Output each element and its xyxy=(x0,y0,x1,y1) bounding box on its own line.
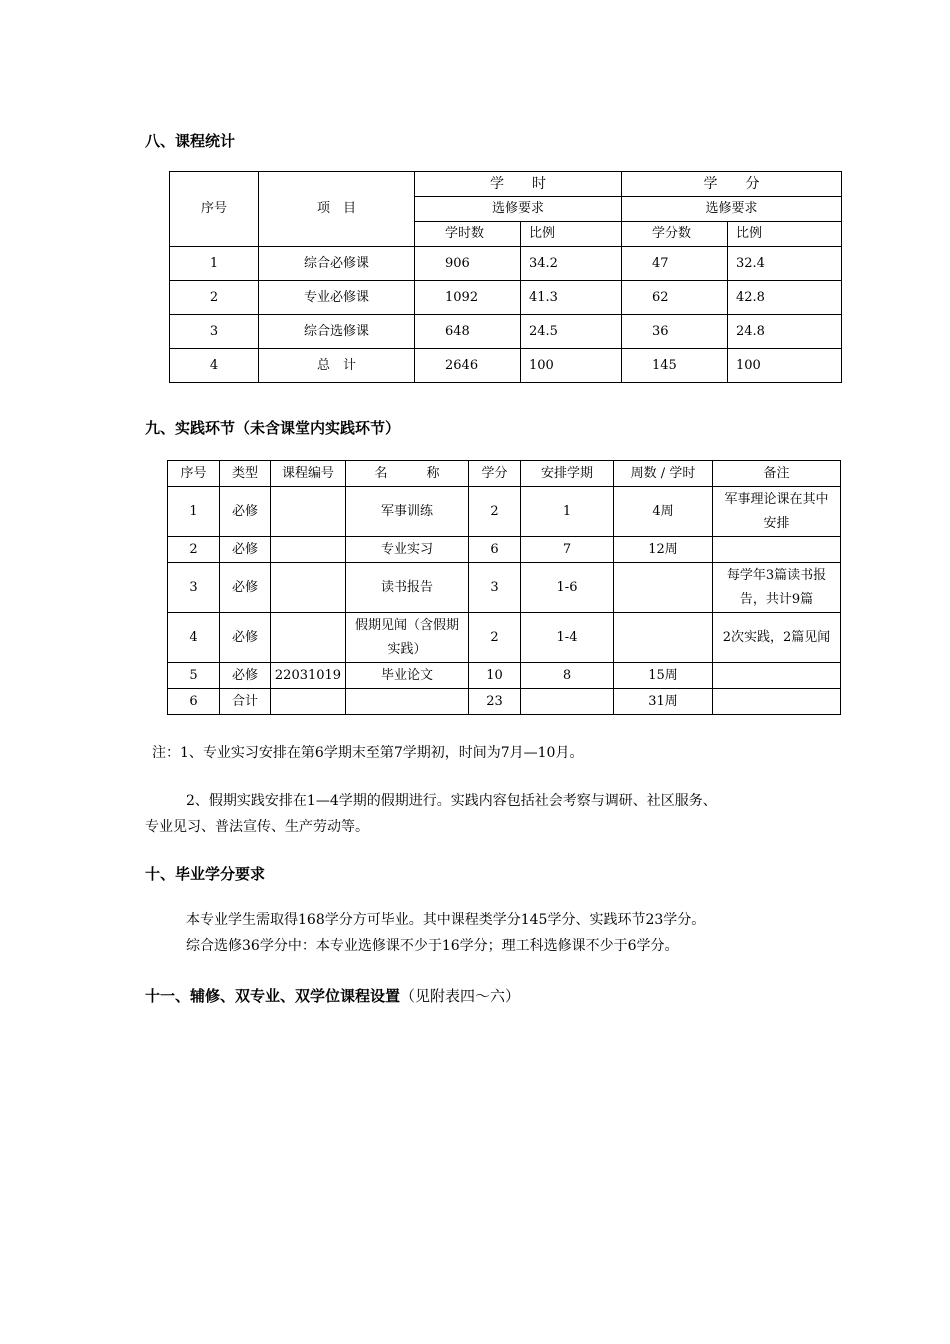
header-seq: 序号 xyxy=(170,172,259,247)
cell-weeks: 15周 xyxy=(614,663,713,689)
practice-note-1: 注：1、专业实习安排在第6学期末至第7学期初，时间为7月—10月。 xyxy=(152,745,584,761)
cell-weeks: 4周 xyxy=(614,487,713,537)
cell-item: 综合必修课 xyxy=(259,247,415,281)
cell-term: 1 xyxy=(521,487,614,537)
table-row xyxy=(170,247,842,281)
cell-seq: 4 xyxy=(168,613,220,663)
header-hours: 学 时 xyxy=(415,172,622,197)
cell-seq: 3 xyxy=(168,563,220,613)
cell-hours-ratio: 24.5 xyxy=(521,315,622,349)
cell-term: 7 xyxy=(521,537,614,563)
cell-credits: 62 xyxy=(622,281,728,315)
cell-hours: 906 xyxy=(415,247,521,281)
cell-item: 综合选修课 xyxy=(259,315,415,349)
header-note: 备注 xyxy=(713,461,841,487)
cell-seq: 2 xyxy=(170,281,259,315)
section11-title xyxy=(145,985,520,1006)
header-type: 类型 xyxy=(220,461,271,487)
header-term: 安排学期 xyxy=(521,461,614,487)
practice-table xyxy=(167,460,841,715)
cell-type: 合计 xyxy=(220,689,271,715)
table-row xyxy=(170,315,842,349)
table-row xyxy=(170,281,842,315)
cell-credits-ratio: 32.4 xyxy=(728,247,842,281)
cell-term xyxy=(521,689,614,715)
table-row xyxy=(170,349,842,383)
header-credit: 学分 xyxy=(469,461,521,487)
cell-hours: 2646 xyxy=(415,349,521,383)
cell-seq: 1 xyxy=(168,487,220,537)
cell-weeks: 12周 xyxy=(614,537,713,563)
cell-seq: 6 xyxy=(168,689,220,715)
header-seq: 序号 xyxy=(168,461,220,487)
cell-code xyxy=(271,689,346,715)
cell-hours: 1092 xyxy=(415,281,521,315)
cell-credits-ratio: 100 xyxy=(728,349,842,383)
cell-hours-ratio: 100 xyxy=(521,349,622,383)
cell-term: 1-6 xyxy=(521,563,614,613)
cell-type: 必修 xyxy=(220,613,271,663)
header-hours-sub: 选修要求 xyxy=(415,197,622,222)
practice-note-2-line1: 2、假期实践安排在1—4学期的假期进行。实践内容包括社会考察与调研、社区服务、 xyxy=(186,793,717,809)
cell-credit: 6 xyxy=(469,537,521,563)
table-row xyxy=(168,487,841,537)
cell-type: 必修 xyxy=(220,487,271,537)
header-hours-ratio: 比例 xyxy=(521,222,622,247)
cell-note xyxy=(713,663,841,689)
cell-credits-ratio: 42.8 xyxy=(728,281,842,315)
table-row xyxy=(168,563,841,613)
cell-seq: 1 xyxy=(170,247,259,281)
cell-type: 必修 xyxy=(220,663,271,689)
cell-type: 必修 xyxy=(220,537,271,563)
cell-note xyxy=(713,537,841,563)
table-row xyxy=(168,537,841,563)
cell-name: 读书报告 xyxy=(346,563,469,613)
header-credits: 学 分 xyxy=(622,172,842,197)
cell-note xyxy=(713,689,841,715)
header-credits-count: 学分数 xyxy=(622,222,728,247)
cell-credit: 2 xyxy=(469,613,521,663)
section8-title: 八、课程统计 xyxy=(145,132,236,150)
cell-credit: 3 xyxy=(469,563,521,613)
cell-seq: 4 xyxy=(170,349,259,383)
cell-name xyxy=(346,689,469,715)
section10-title: 十、毕业学分要求 xyxy=(145,865,266,883)
cell-seq: 2 xyxy=(168,537,220,563)
graduation-credit-line1: 本专业学生需取得168学分方可毕业。其中课程类学分145学分、实践环节23学分。 xyxy=(186,912,706,928)
cell-credits-ratio: 24.8 xyxy=(728,315,842,349)
cell-name: 军事训练 xyxy=(346,487,469,537)
cell-hours-ratio: 41.3 xyxy=(521,281,622,315)
cell-hours-ratio: 34.2 xyxy=(521,247,622,281)
table-row xyxy=(168,663,841,689)
cell-code xyxy=(271,613,346,663)
practice-note-2-line2: 专业见习、普法宣传、生产劳动等。 xyxy=(145,819,369,835)
cell-hours: 648 xyxy=(415,315,521,349)
cell-name: 假期见闻（含假期实践） xyxy=(346,613,469,663)
cell-code xyxy=(271,487,346,537)
table-row xyxy=(168,689,841,715)
header-item: 项 目 xyxy=(259,172,415,247)
header-code: 课程编号 xyxy=(271,461,346,487)
course-statistics-table xyxy=(169,171,842,383)
cell-credits: 145 xyxy=(622,349,728,383)
header-weeks: 周数 / 学时 xyxy=(614,461,713,487)
cell-item: 专业必修课 xyxy=(259,281,415,315)
cell-credit: 10 xyxy=(469,663,521,689)
header-hours-count: 学时数 xyxy=(415,222,521,247)
cell-name: 毕业论文 xyxy=(346,663,469,689)
cell-code: 22031019 xyxy=(271,663,346,689)
cell-item: 总 计 xyxy=(259,349,415,383)
cell-weeks: 31周 xyxy=(614,689,713,715)
cell-type: 必修 xyxy=(220,563,271,613)
section11-title-note: （见附表四～六） xyxy=(400,987,521,1005)
cell-note: 军事理论课在其中安排 xyxy=(713,487,841,537)
cell-credits: 47 xyxy=(622,247,728,281)
graduation-credit-line2: 综合选修36学分中：本专业选修课不少于16学分；理工科选修课不少于6学分。 xyxy=(186,938,679,954)
cell-name: 专业实习 xyxy=(346,537,469,563)
cell-note: 每学年3篇读书报告，共计9篇 xyxy=(713,563,841,613)
header-credits-sub: 选修要求 xyxy=(622,197,842,222)
table-row xyxy=(168,613,841,663)
cell-credit: 23 xyxy=(469,689,521,715)
section11-title-bold: 十一、辅修、双专业、双学位课程设置 xyxy=(145,987,401,1005)
cell-weeks xyxy=(614,563,713,613)
cell-weeks xyxy=(614,613,713,663)
header-name: 名 称 xyxy=(346,461,469,487)
cell-seq: 3 xyxy=(170,315,259,349)
cell-credit: 2 xyxy=(469,487,521,537)
header-credits-ratio: 比例 xyxy=(728,222,842,247)
cell-term: 8 xyxy=(521,663,614,689)
cell-code xyxy=(271,563,346,613)
cell-note: 2次实践，2篇见闻 xyxy=(713,613,841,663)
section9-title: 九、实践环节（未含课堂内实践环节） xyxy=(145,419,401,437)
cell-seq: 5 xyxy=(168,663,220,689)
cell-term: 1-4 xyxy=(521,613,614,663)
cell-code xyxy=(271,537,346,563)
cell-credits: 36 xyxy=(622,315,728,349)
